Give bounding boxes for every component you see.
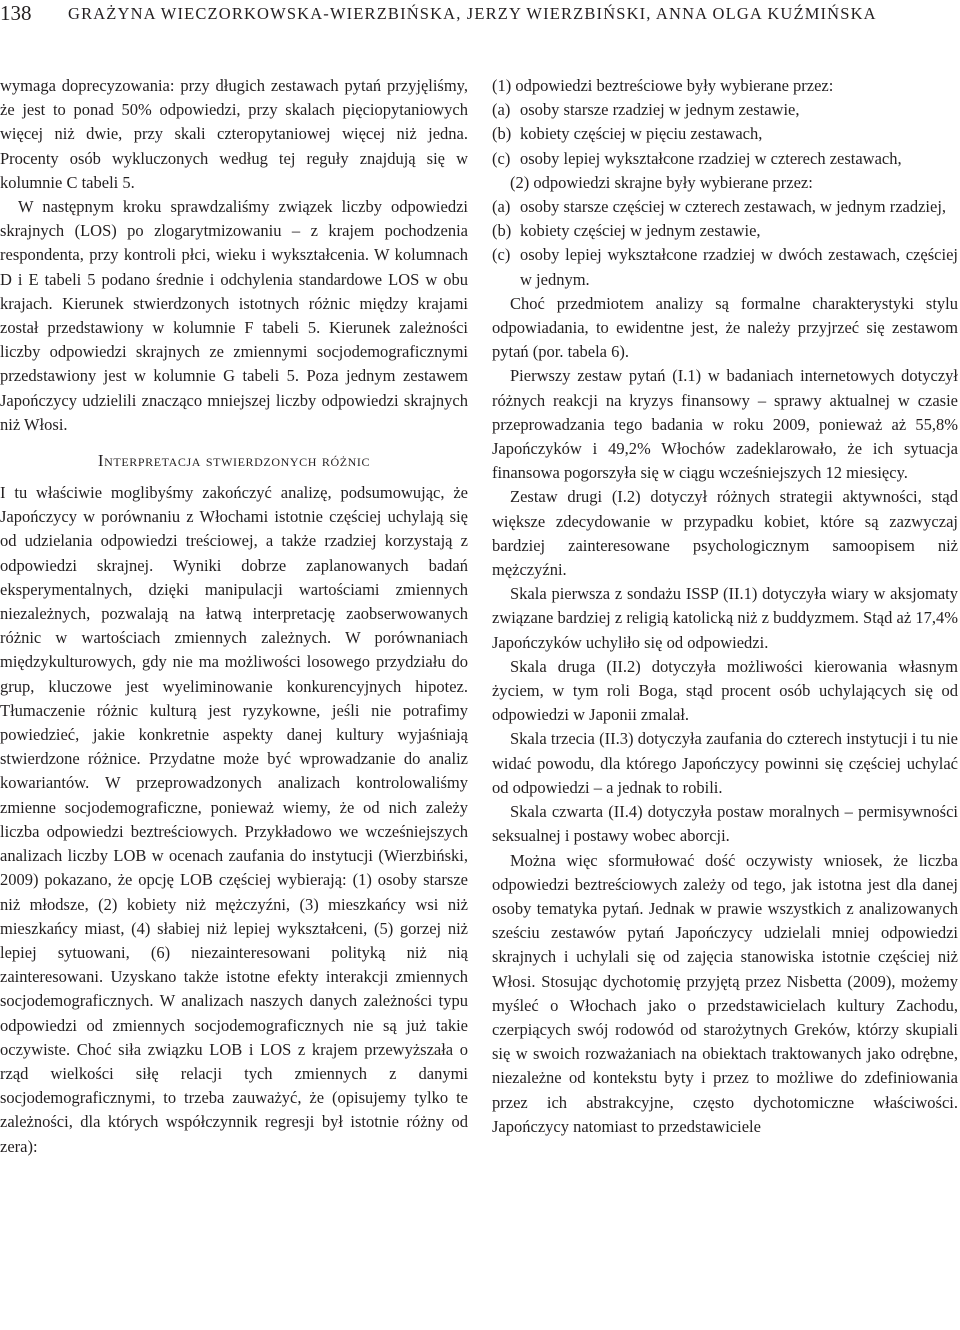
paragraph: Choć przedmiotem analizy są formalne charakterystyki stylu odpowiadania, to ewidentne jest, że należy przyjrzeć się zestawom pytań (por. tabela 6). xyxy=(492,293,958,362)
paragraph: W następnym kroku sprawdzaliśmy związek liczby odpowiedzi skrajnych (LOS) po zlogarytmizowaniu – z krajem pochodzenia respondenta, przy kontroli płci, wieku i wykształcenia. W kolumnach D i E tabeli 5 podano średnie i odchylenia standardowe LOS w obu krajach. Kierunek stwierdzonych istotnych różnic między krajami został przedstawiony w kolumnie F tabeli 5. Kierunek zależności liczby odpowiedzi skrajnych ze zmiennymi socjodemograficznymi przedstawiony jest w kolumnie G tabeli 5. Poza jednym zestawem Japończycy udzielili znacząco mniejszej liczby odpowiedzi skrajnych niż Włosi. xyxy=(0,197,468,434)
paragraph: Skala druga (II.2) dotyczyła możliwości kierowania własnym życiem, w tym roli Boga, stąd procent osób uchylających się od odpowiedzi w Japonii zmalał. xyxy=(492,656,958,725)
paragraph: Zestaw drugi (I.2) dotyczył różnych strategii aktywności, stąd większe zdecydowanie w przypadku kobiet, które są zazwyczaj bardziej zainteresowane psychologicznym samoopisem niż mężczyźni. xyxy=(492,487,958,580)
list-item: (c) osoby lepiej wykształcone rzadziej w czterech zestawach, xyxy=(492,148,902,168)
paragraph: Pierwszy zestaw pytań (I.1) w badaniach internetowych dotyczył różnych reakcji na kryzys finansowy – sprawy aktualnej w czasie przeprowadzania tego badania w roku 2009, ponieważ aż 55,8% Japończyków i 49,2% Włochów zadeklarowało, że ich sytuacja finansowa pogorszyła się w ciągu wcześniejszych 12 miesięcy. xyxy=(492,366,958,483)
left-column xyxy=(0,74,468,1159)
list-item: (c) osoby lepiej wykształcone rzadziej w dwóch zestawach, częściej w jednym. xyxy=(492,245,958,289)
paragraph: I tu właściwie moglibyśmy zakończyć analizę, podsumowując, że Japończycy w porównaniu z Włochami istotnie częściej uchylają się od udzielania odpowiedzi treściowej, a także rzadziej korzystają z odpowiedzi skrajnej. Wyniki dobrze zaplanowanych badań eksperymentalnych, dzięki manipulacji wartościami zmiennych niezależnych, pozwalają na łatwą interpretację zaobserwowanych różnic w wartościach zmiennych zależnych. W porównaniach międzykulturowych, gdy nie ma możliwości losowego przydziału do grup, kluczowe jest wyeliminowanie konkurencyjnych hipotez. Tłumaczenie różnic kulturą jest ryzykowne, jeśli nie potrafimy powiedzieć, jakie konkretnie aspekty danej kultury wyjaśniają stwierdzone różnice. Przydatne może być wprowadzanie do analiz kowariantów. W przeprowadzonych analizach kontrolowaliśmy zmienne socjodemograficzne, ponieważ wiemy, że od nich zależy liczba odpowiedzi beztreściowych. Przykładowo we wcześniejszych analizach liczby LOB w ocenach zaufania do instytucji (Wierzbiński, 2009) pokazano, że opcję LOB częściej wybierają: (1) osoby starsze niż młodsze, (2) kobiety niż mężczyźni, (3) mieszkańcy wsi niż mieszkańcy miast, (4) słabiej niż lepiej wykształceni, (5) gorzej niż lepiej sytuowani, (6) niezainteresowani polityką niż nią zainteresowani. Uzyskano także istotne efekty interakcji zmiennych socjodemograficznych. W analizach naszych danych zależności typu odpowiedzi od zmiennych socjodemograficznych nie są już takie oczywiste. Choć siła związku LOB i LOS z krajem przewyższała o rząd wielkości siłę relacji tych zmiennych z danymi socjodemograficznymi, to trzeba zauważyć, że (opisujemy tylko te zależności, dla których współczynnik regresji był istotnie różny od zera): xyxy=(0,483,468,1156)
paragraph: wymaga doprecyzowania: przy długich zestawach pytań przyjęliśmy, że jest to ponad 50% odpowiedzi, przy skalach pięciopytaniowych więcej niż dwie, przy skali czteropytaniowej więcej niż jedna. Procenty osób wykluczonych według tej reguły znajdują się w kolumnie C tabeli 5. xyxy=(0,76,468,192)
list-item: (a) osoby starsze rzadziej w jednym zestawie, xyxy=(492,100,800,120)
right-column xyxy=(492,74,958,1139)
list-item: (b) kobiety częściej w pięciu zestawach, xyxy=(492,124,763,144)
paragraph: Skala pierwsza z sondażu ISSP (II.1) dotyczyła wiary w aksjomaty związane bardziej z religią katolicką niż z buddyzmem. Stąd aż 17,4% Japończyków uchyliło się od odpowiedzi. xyxy=(492,584,958,652)
section-heading: Interpretacja stwierdzonych różnic xyxy=(97,451,371,471)
list-heading: (1) odpowiedzi beztreściowe były wybierane przez: xyxy=(492,76,834,95)
page-number: 138 xyxy=(0,1,32,25)
paragraph: Skala czwarta (II.4) dotyczyła postaw moralnych – permisywności seksualnej i postawy wobec aborcji. xyxy=(492,802,958,846)
list-item: (a) osoby starsze częściej w czterech zestawach, w jednym rzadziej, xyxy=(492,197,947,217)
running-header xyxy=(0,0,960,30)
paragraph: Można więc sformułować dość oczywisty wniosek, że liczba odpowiedzi beztreściowych zależy od tego, jak istotna jest dla danej osoby tematyka pytań. Jednak w prawie wszystkich z analizowanych sześciu zestawów pytań Japończycy udzielali mniej odpowiedzi skrajnych i uchylali się od zajęcia stanowiska istotnie częściej niż Włosi. Stosując dychotomię przyjętą przez Nisbetta (2009), możemy myśleć o Włochach jako o przedstawicielach kultury Zachodu, czerpiących swój rodowód od starożytnych Greków, którzy skupiali się w swoich rozważaniach na obiektach traktowanych jako odrębne, niezależne od kontekstu byty i przez to możliwe do zdefiniowania przez ich abstrakcyjne, często dychotomiczne właściwości. Japończycy natomiast to przedstawiciele xyxy=(492,850,958,1136)
running-head-authors: GRAŻYNA WIECZORKOWSKA-WIERZBIŃSKA, JERZY WIERZBIŃSKI, ANNA OLGA KUŹMIŃSKA xyxy=(68,4,877,23)
list-item: (b) kobiety częściej w jednym zestawie, xyxy=(492,221,761,241)
list-heading: (2) odpowiedzi skrajne były wybierane przez: xyxy=(510,172,813,192)
paragraph: Skala trzecia (II.3) dotyczyła zaufania do czterech instytucji i tu nie widać powodu, dla którego Japończycy powinni się częściej uchylać od odpowiedzi – a jednak to robili. xyxy=(492,729,958,797)
